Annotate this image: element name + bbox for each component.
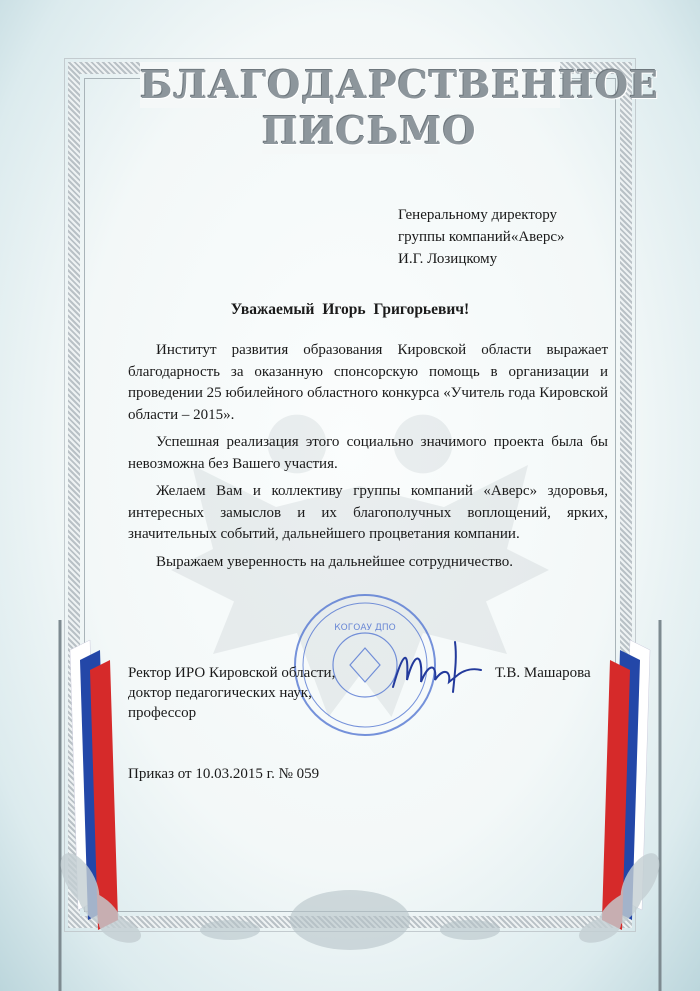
stamp-text: КОГОАУ ДПО <box>334 623 396 633</box>
laurel-wreath-icon <box>150 880 550 960</box>
letter-title-line2: ПИСЬМО <box>262 108 477 153</box>
letter-body <box>128 340 608 579</box>
order-reference: Приказ от 10.03.2015 г. № 059 <box>128 766 320 782</box>
addressee-line: И.Г. Лозицкому <box>398 251 498 267</box>
addressee-block <box>398 204 564 270</box>
signatory-name: Т.В. Машарова <box>495 665 591 681</box>
addressee-line: Генеральному директору <box>398 207 558 223</box>
addressee-line: группы компаний«Аверс» <box>398 229 565 245</box>
letter-title-line1: БЛАГОДАРСТВЕННОЕ <box>140 62 660 107</box>
russian-flag-ribbon-icon <box>20 620 180 991</box>
russian-flag-ribbon-icon <box>540 620 700 991</box>
signatory-position-line: профессор <box>128 705 197 721</box>
body-paragraph: Желаем Вам и коллективу группы компаний «Аверс» здоровья, интересных замыслов и их благополучных воплощений, ярких, значительных событий, дальнейшего процветания компании. <box>128 483 608 542</box>
signatory-position-line: Ректор ИРО Кировской области, <box>128 665 336 681</box>
greeting: Уважаемый Игорь Григорьевич! <box>230 301 470 318</box>
body-paragraph: Институт развития образования Кировской области выражает благодарность за оказанную спонсорскую помощь в организации и проведении 25 юбилейного областного конкурса «Учитель года Кировской области – 2015». <box>128 342 608 423</box>
signatory-position-line: доктор педагогических наук, <box>128 685 312 701</box>
signature-icon <box>385 632 495 702</box>
body-paragraph: Выражаем уверенность на дальнейшее сотрудничество. <box>156 553 513 570</box>
body-paragraph: Успешная реализация этого социально значимого проекта была бы невозможна без Вашего участия. <box>128 434 608 472</box>
